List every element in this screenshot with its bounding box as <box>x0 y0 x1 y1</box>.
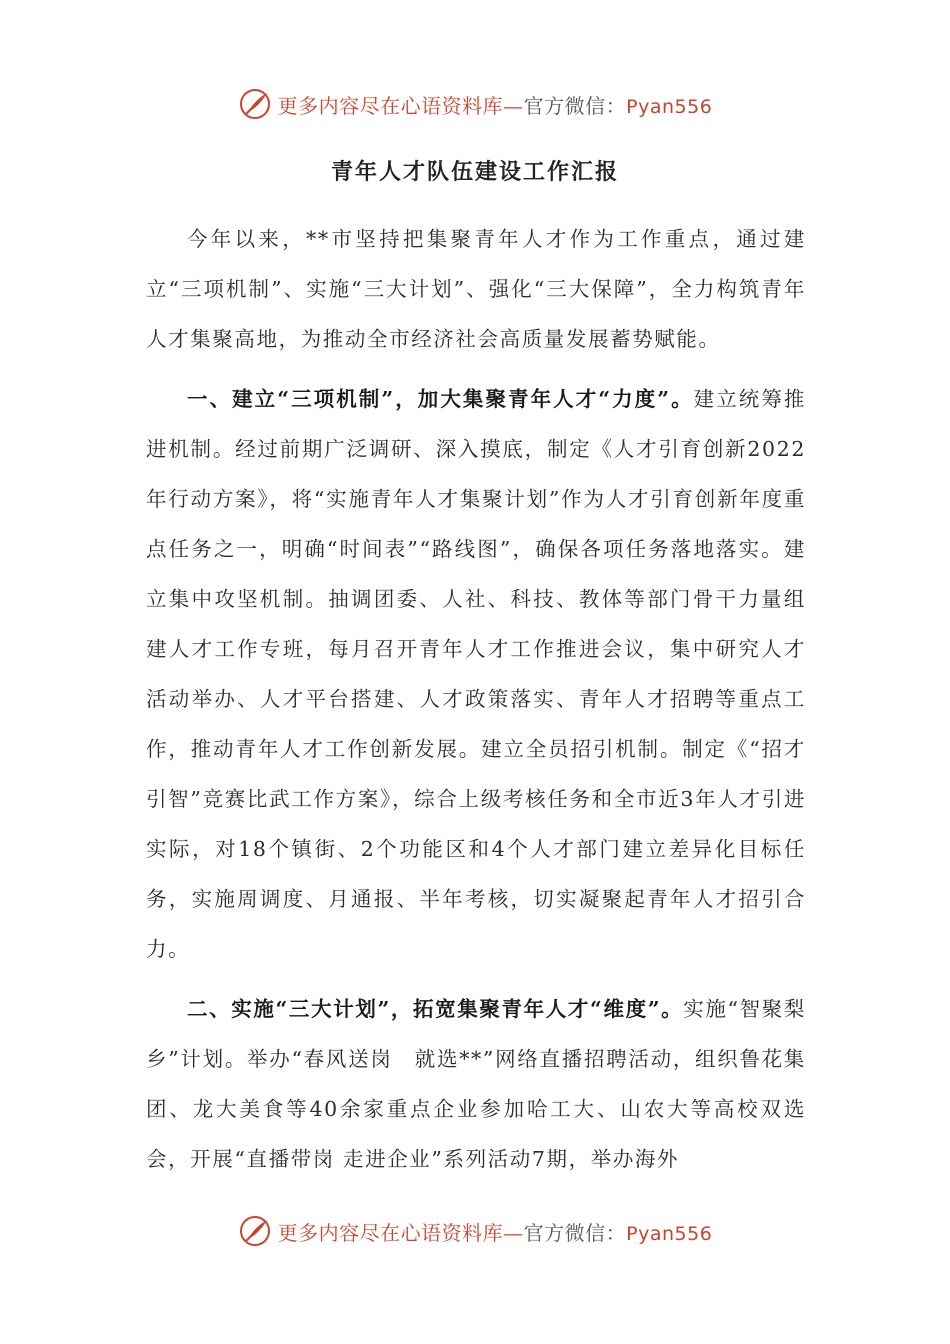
quill-pen-circle-icon <box>238 87 272 121</box>
header-watermark-banner <box>0 84 950 124</box>
watermark-text: 更多内容尽在心语资料库—官方微信：Pyan556 <box>277 93 713 118</box>
section-paragraph-2 <box>146 984 806 1184</box>
document-body <box>146 214 806 1184</box>
section-heading-1: 一、建立“三项机制”，加大集聚青年人才“力度”。 <box>187 387 694 411</box>
section-paragraph-1 <box>146 374 806 974</box>
section-heading-2: 二、实施“三大计划”，拓宽集聚青年人才“维度”。 <box>187 997 684 1021</box>
watermark-text: 更多内容尽在心语资料库—官方微信：Pyan556 <box>277 1220 713 1245</box>
quill-pen-circle-icon <box>238 1214 272 1248</box>
section-body-2: 实施“智聚梨乡”计划。举办“春风送岗 就选**”网络直播招聘活动，组织鲁花集团、龙大美食等40余家重点企业参加哈工大、山农大等高校双选会，开展“直播带岗 走进企业”系列活动7期，举办海外 <box>146 997 806 1171</box>
document-title: 青年人才队伍建设工作汇报 <box>330 159 619 185</box>
section-body-1: 建立统筹推进机制。经过前期广泛调研、深入摸底，制定《人才引育创新2022年行动方案》，将“实施青年人才集聚计划”作为人才引育创新年度重点任务之一，明确“时间表”“路线图”，确保各项任务落地落实。建立集中攻坚机制。抽调团委、人社、科技、教体等部门骨干力量组建人才工作专班，每月召开青年人才工作推进会议，集中研究人才活动举办、人才平台搭建、人才政策落实、青年人才招聘等重点工作，推动青年人才工作创新发展。建立全员招引机制。制定《“招才引智”竞赛比武工作方案》，综合上级考核任务和全市近3年人才引进实际，对18个镇街、2个功能区和4个人才部门建立差异化目标任务，实施周调度、月通报、半年考核，切实凝聚起青年人才招引合力。 <box>146 387 806 961</box>
intro-paragraph: 今年以来，**市坚持把集聚青年人才作为工作重点，通过建立“三项机制”、实施“三大计划”、强化“三大保障”，全力构筑青年人才集聚高地，为推动全市经济社会高质量发展蓄势赋能。 <box>146 227 806 351</box>
footer-watermark-banner <box>0 1211 950 1251</box>
